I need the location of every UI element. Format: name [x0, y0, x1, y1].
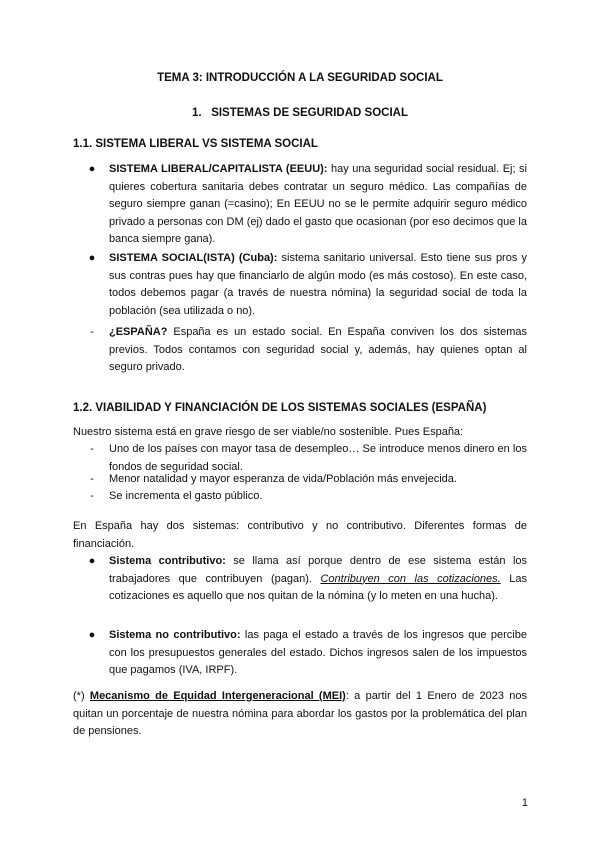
item-text: España es un estado social. En España conviven los dos sistemas previos. Todos contamos con seguridad social y, además, hay quienes optan al seguro privado.	[109, 326, 527, 374]
bullet-marker: ●	[88, 555, 96, 567]
paragraph-sistemas: En España hay dos sistemas: contributivo y no contributivo. Diferentes formas de financiación.	[73, 520, 527, 550]
item-lead: Sistema no contributivo:	[109, 629, 241, 641]
list-item-espana	[109, 324, 527, 377]
item-lead: ¿ESPAÑA?	[109, 326, 168, 338]
item-text: hay una seguridad social residual. Ej; si quieres cobertura sanitaria debes contratar un seguro médico. Las compañías de seguro siempre ganan (=casino); En EEUU no se le permite adquirir seguro médico privado a personas con DM (ej) dado el gasto que ocasionan (por eso decimos que la banca siempre gana).	[109, 163, 528, 246]
bullet-marker: ●	[88, 163, 96, 175]
subsection-1-1-heading: 1.1. SISTEMA LIBERAL VS SISTEMA SOCIAL	[73, 138, 318, 150]
page-number: 1	[521, 797, 528, 809]
item-text: Las cotizaciones es aquello que nos quitan de la nómina (y lo meten en una hucha).	[109, 572, 527, 603]
dash-item: Se incrementa el gasto público.	[109, 490, 263, 502]
subsection-1-2-heading: 1.2. VIABILIDAD Y FINANCIACIÓN DE LOS SISTEMAS SOCIALES (ESPAÑA)	[73, 402, 487, 414]
section-1-heading	[0, 107, 600, 119]
note-text: : a partir del 1 Enero de 2023 nos quitan un porcentaje de nuestra nómina para abordar los gastos por la problemática del plan de pensiones.	[73, 690, 528, 738]
item-text: las paga el estado a través de los ingresos que percibe con los presupuestos generales del estado. Dichos ingresos salen de los impuestos que pagamos (IVA, IRPF).	[109, 629, 527, 677]
dash-marker: -	[90, 490, 94, 502]
list-item-no-contributivo	[109, 627, 527, 680]
list-item-social	[109, 250, 527, 320]
item-lead: SISTEMA LIBERAL/CAPITALISTA (EEUU):	[109, 163, 328, 175]
item-lead: SISTEMA SOCIAL(ISTA) (Cuba):	[109, 252, 278, 264]
dash-marker: -	[90, 443, 94, 455]
bullet-marker: ●	[88, 252, 96, 264]
section-1-number: 1.	[192, 107, 202, 119]
section-1-label: SISTEMAS DE SEGURIDAD SOCIAL	[211, 107, 408, 119]
note-prefix: (*)	[73, 690, 90, 702]
list-item-liberal	[109, 161, 527, 249]
dash-item: Uno de los países con mayor tasa de desempleo… Se introduce menos dinero en los fondos de seguridad social.	[109, 443, 527, 473]
item-text: se llama así porque dentro de ese sistema están los trabajadores que contribuyen (pagan).	[109, 555, 527, 585]
dash-item: Menor natalidad y mayor esperanza de vida/Población más envejecida.	[109, 473, 457, 485]
dash-marker: -	[90, 326, 94, 338]
bullet-marker: ●	[88, 629, 96, 641]
item-text: sistema sanitario universal. Esto tiene sus pros y sus contras pues hay que financiarlo de algún modo (es más costoso). En este caso, todos debemos pagar (a través de nuestra nómina) la seguridad social de toda la población (sea utilizada o no).	[109, 252, 527, 317]
dash-marker: -	[90, 473, 94, 485]
item-emphasis: Contribuyen con las cotizaciones.	[320, 572, 501, 585]
list-item-contributivo	[109, 553, 527, 606]
note-mei	[73, 688, 527, 741]
document-title: TEMA 3: INTRODUCCIÓN A LA SEGURIDAD SOCIAL	[157, 72, 443, 84]
note-lead: Mecanismo de Equidad Intergeneracional (MEI)	[89, 690, 346, 702]
paragraph-intro: Nuestro sistema está en grave riesgo de ser viable/no sostenible. Pues España:	[73, 426, 464, 438]
item-lead: Sistema contributivo:	[109, 555, 226, 567]
